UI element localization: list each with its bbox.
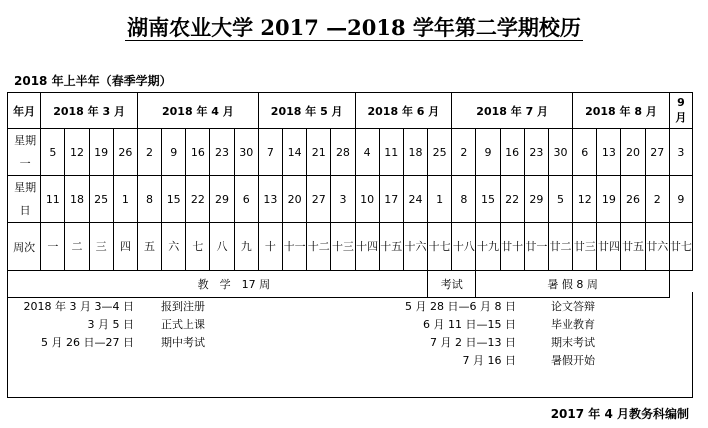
- monday-date: 6: [573, 129, 597, 176]
- week-number: 十三: [331, 223, 355, 271]
- exam-weeks: 考试: [428, 271, 476, 298]
- year-month-label: 年月: [8, 93, 41, 129]
- monday-date: 30: [234, 129, 258, 176]
- event-name: 毕业教育: [551, 318, 595, 331]
- event-name: 期中考试: [161, 336, 205, 349]
- sunday-date: 8: [452, 176, 476, 223]
- week-number: 十四: [355, 223, 379, 271]
- sunday-date: 22: [186, 176, 210, 223]
- month-header: 2018 年 6 月: [355, 93, 452, 129]
- sunday-date: 29: [524, 176, 548, 223]
- teaching-weeks: 教 学 17 周: [41, 271, 428, 298]
- event-name: 正式上课: [161, 318, 205, 331]
- week-number: 十六: [403, 223, 427, 271]
- event-date: 7 月 2 日—13 日: [430, 336, 516, 349]
- event-name: 期末考试: [551, 336, 595, 349]
- monday-row: [8, 129, 693, 176]
- sunday-date: 17: [379, 176, 403, 223]
- week-number: 十五: [379, 223, 403, 271]
- event-date: 5 月 28 日—6 月 8 日: [405, 300, 516, 313]
- monday-date: 3: [669, 129, 692, 176]
- week-number: 廿五: [621, 223, 645, 271]
- week-number: 七: [186, 223, 210, 271]
- monday-date: 14: [283, 129, 307, 176]
- week-number: 一: [41, 223, 65, 271]
- sunday-date: 1: [113, 176, 137, 223]
- event-name: 论文答辩: [551, 300, 595, 313]
- week-number: 廿七: [669, 223, 692, 271]
- monday-date: 11: [379, 129, 403, 176]
- sunday-date: 1: [428, 176, 452, 223]
- sunday-date: 15: [476, 176, 500, 223]
- monday-date: 21: [307, 129, 331, 176]
- monday-date: 23: [524, 129, 548, 176]
- monday-date: 2: [452, 129, 476, 176]
- event-name: 暑假开始: [551, 354, 595, 367]
- monday-date: 28: [331, 129, 355, 176]
- sunday-date: 13: [258, 176, 282, 223]
- sunday-date: 8: [137, 176, 161, 223]
- row-label-week-start: 星期一: [8, 129, 41, 176]
- sunday-date: 10: [355, 176, 379, 223]
- event-date: 5 月 26 日—27 日: [41, 336, 134, 349]
- page-title: [0, 12, 708, 42]
- week-number: 廿二: [548, 223, 572, 271]
- week-number: 四: [113, 223, 137, 271]
- sunday-date: 12: [573, 176, 597, 223]
- event-date: 6 月 11 日—15 日: [423, 318, 516, 331]
- sunday-date: 29: [210, 176, 234, 223]
- monday-date: 25: [428, 129, 452, 176]
- sunday-date: 22: [500, 176, 524, 223]
- sunday-date: 26: [621, 176, 645, 223]
- calendar-table: [7, 92, 693, 298]
- week-number-row: [8, 223, 693, 271]
- vacation-weeks: 暑 假 8 周: [476, 271, 669, 298]
- compiled-by-footer: 2017 年 4 月教务科编制: [550, 407, 689, 421]
- month-header: 2018 年 7 月: [452, 93, 573, 129]
- monday-date: 18: [403, 129, 427, 176]
- sunday-date: 2: [645, 176, 669, 223]
- sunday-row: [8, 176, 693, 223]
- sunday-date: 11: [41, 176, 65, 223]
- week-number: 二: [65, 223, 89, 271]
- sunday-date: 24: [403, 176, 427, 223]
- week-number: 六: [162, 223, 186, 271]
- sunday-date: 25: [89, 176, 113, 223]
- week-number: 九: [234, 223, 258, 271]
- monday-date: 23: [210, 129, 234, 176]
- sunday-date: 15: [162, 176, 186, 223]
- month-header: 2018 年 8 月: [573, 93, 670, 129]
- sunday-date: 6: [234, 176, 258, 223]
- sunday-date: 18: [65, 176, 89, 223]
- monday-date: 27: [645, 129, 669, 176]
- semester-subtitle: 2018 年上半年（春季学期）: [14, 74, 172, 88]
- month-header: 2018 年 3 月: [41, 93, 138, 129]
- monday-date: 16: [186, 129, 210, 176]
- row-label-week-end: 星期日: [8, 176, 41, 223]
- week-number: 五: [137, 223, 161, 271]
- sunday-date: 19: [597, 176, 621, 223]
- monday-date: 4: [355, 129, 379, 176]
- monday-date: 20: [621, 129, 645, 176]
- week-number: 廿三: [573, 223, 597, 271]
- monday-date: 12: [65, 129, 89, 176]
- week-number: 三: [89, 223, 113, 271]
- sunday-date: 20: [283, 176, 307, 223]
- week-number: 八: [210, 223, 234, 271]
- title-text: 湖南农业大学 2017 —2018 学年第二学期校历: [127, 15, 581, 40]
- row-label-week-no: 周次: [8, 223, 41, 271]
- sunday-date: 27: [307, 176, 331, 223]
- monday-date: 19: [89, 129, 113, 176]
- event-date: 3 月 5 日: [87, 318, 134, 331]
- week-number: 廿六: [645, 223, 669, 271]
- sunday-date: 9: [669, 176, 692, 223]
- monday-date: 26: [113, 129, 137, 176]
- week-number: 十一: [283, 223, 307, 271]
- week-number: 十二: [307, 223, 331, 271]
- week-number: 十九: [476, 223, 500, 271]
- month-header: 9 月: [669, 93, 692, 129]
- events-box: [7, 292, 693, 398]
- monday-date: 9: [162, 129, 186, 176]
- event-date: 7 月 16 日: [462, 354, 516, 367]
- month-header: 2018 年 4 月: [137, 93, 258, 129]
- week-number: 廿四: [597, 223, 621, 271]
- week-number: 廿一: [524, 223, 548, 271]
- month-header: 2018 年 5 月: [258, 93, 355, 129]
- monday-date: 9: [476, 129, 500, 176]
- week-number: 十八: [452, 223, 476, 271]
- monday-date: 7: [258, 129, 282, 176]
- monday-date: 13: [597, 129, 621, 176]
- sunday-date: 5: [548, 176, 572, 223]
- monday-date: 2: [137, 129, 161, 176]
- week-number: 十七: [428, 223, 452, 271]
- week-number: 廿十: [500, 223, 524, 271]
- monday-date: 30: [548, 129, 572, 176]
- sunday-date: 3: [331, 176, 355, 223]
- month-header-row: [8, 93, 693, 129]
- event-date: 2018 年 3 月 3—4 日: [23, 300, 134, 313]
- event-name: 报到注册: [161, 300, 205, 313]
- monday-date: 5: [41, 129, 65, 176]
- week-number: 十: [258, 223, 282, 271]
- monday-date: 16: [500, 129, 524, 176]
